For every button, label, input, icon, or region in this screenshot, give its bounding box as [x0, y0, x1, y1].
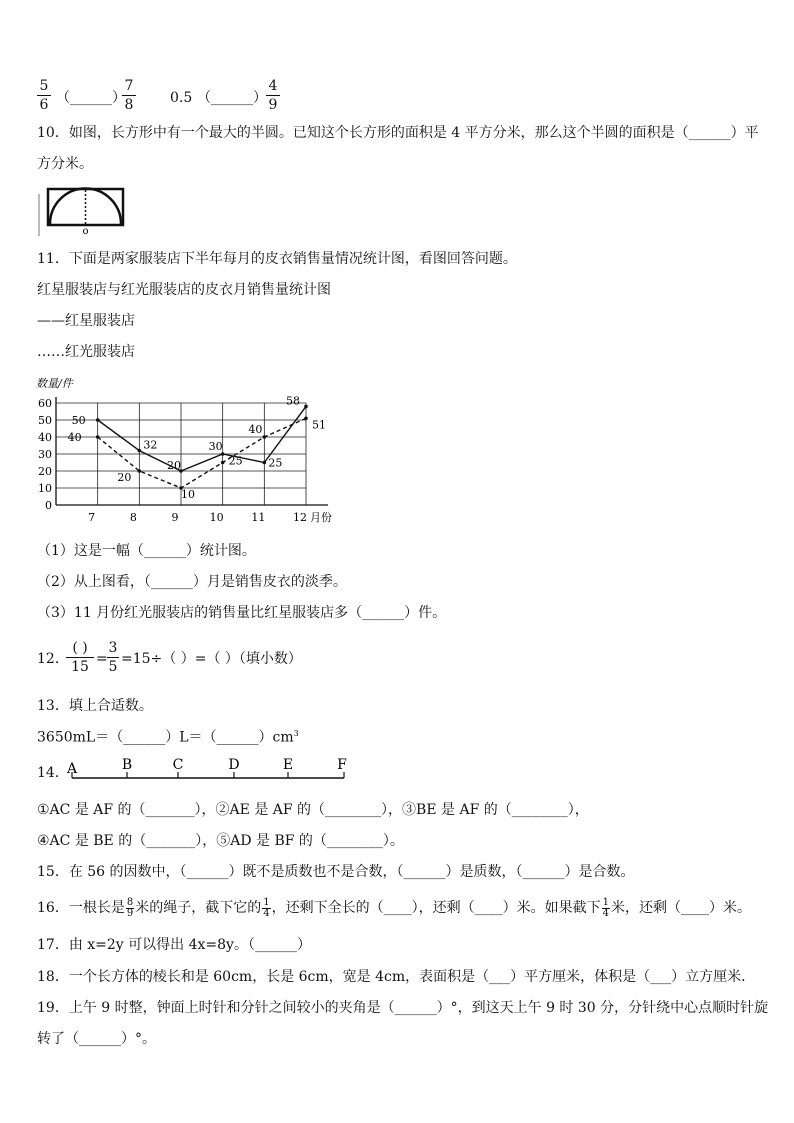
- data-label: 20: [117, 471, 132, 484]
- cube-superscript: 3: [293, 729, 299, 738]
- data-label: 40: [248, 423, 263, 436]
- fraction-numerator: 4: [268, 78, 278, 94]
- question-10-text: 10．如图，长方形中有一个最大的半圆。已知这个长方形的面积是 4 平方分米，那么这个半圆的面积是（______）平: [37, 125, 759, 141]
- question-17-text: 17．由 x=2y 可以得出 4x=8y。（______）: [37, 937, 311, 953]
- answer-blank[interactable]: （______）: [56, 90, 126, 106]
- question-19-text-cont: 转了（______）°。: [37, 1031, 156, 1047]
- legend-dashed: ……红光服装店: [37, 344, 135, 360]
- point-label-d: D: [228, 757, 240, 773]
- fraction-numerator: 3: [108, 640, 118, 656]
- question-11-sub2: （2）从上图看，（______）月是销售皮衣的淡季。: [37, 574, 347, 590]
- data-label: 10: [181, 488, 195, 501]
- equals-sign: =: [96, 651, 108, 667]
- question-14-line2: ④AC 是 BE 的（_______），⑤AD 是 BF 的（________）。: [37, 833, 404, 849]
- question-11-sub1: （1）这是一幅（______）统计图。: [37, 543, 256, 559]
- data-label: 51: [312, 418, 326, 432]
- fraction-numerator-blank[interactable]: ( ): [72, 640, 88, 656]
- fraction-denominator: 9: [126, 907, 134, 919]
- q16-part-c: ，还剩下全长的（____），还剩（____）米。如果截下: [271, 900, 601, 916]
- question-15-text: 15．在 56 的因数中，（______）既不是质数也不是合数，（______）是质数，（______）是合数。: [37, 864, 635, 880]
- fraction-numerator: 8: [126, 896, 134, 908]
- fraction-numerator: 1: [263, 896, 270, 908]
- point-label-e: E: [282, 757, 294, 773]
- fraction-5-6: [37, 78, 51, 113]
- fraction-8-9: [126, 898, 134, 919]
- fraction-3-5: [107, 640, 119, 675]
- fraction-bar: [266, 95, 280, 96]
- question-13-text: 13．填上合适数。: [37, 698, 153, 714]
- fraction-bar: [37, 95, 51, 96]
- question-14-line1: ①AC 是 AF 的（_______），②AE 是 AF 的（________），③BE 是 AF 的（________），: [37, 802, 589, 818]
- y-tick-label: 0: [45, 499, 52, 512]
- question-13-conversion: [37, 730, 299, 745]
- data-label: 25: [268, 456, 283, 470]
- question-11-text: 11．下面是两家服装店下半年每月的皮衣销售量情况统计图，看图回答问题。: [37, 251, 517, 267]
- fraction-denominator: 15: [71, 659, 89, 675]
- q16-part-b: 米的绳子，截下它的: [135, 900, 262, 916]
- fraction-blank-15: [66, 640, 94, 675]
- y-tick-label: 10: [38, 482, 52, 495]
- fraction-7-8: [122, 78, 136, 113]
- fraction-denominator: 5: [108, 659, 118, 675]
- point-label-b: B: [121, 757, 133, 773]
- question-18-text: 18．一个长方体的棱长和是 60cm，长是 6cm，宽是 4cm，表面积是（___）平方厘米，体积是（___）立方厘米．: [37, 969, 756, 985]
- legend-solid: ——红星服装店: [37, 313, 135, 329]
- data-point: [263, 461, 267, 465]
- y-tick-label: 30: [38, 448, 52, 461]
- fraction-1-4: [262, 898, 270, 919]
- fraction-denominator: 8: [124, 97, 134, 113]
- data-point: [304, 405, 308, 409]
- data-label: 32: [143, 438, 158, 452]
- point-label-c: C: [172, 757, 184, 773]
- data-label: 58: [286, 394, 300, 408]
- data-point: [138, 469, 142, 473]
- data-point: [304, 417, 308, 421]
- question-19-text: 19．上午 9 时整，钟面上时针和分针之间较小的夹角是（______）°，到这天上午 9 时 30 分，分针绕中心点顺时针旋: [37, 1000, 769, 1016]
- q16-part-a: 16．一根长是: [37, 900, 125, 916]
- fraction-bar: [66, 657, 94, 658]
- point-label-f: F: [337, 757, 347, 773]
- segment-figure: [62, 756, 362, 786]
- answer-blank[interactable]: （______）: [197, 90, 267, 106]
- question-11-sub3: （3）11 月份红光服装店的销售量比红星服装店多（______）件。: [37, 605, 447, 621]
- fraction-numerator: 1: [602, 896, 609, 908]
- question-10-text-cont: 方分米。: [37, 156, 93, 172]
- chart-heading: 红星服装店与红光服装店的皮衣月销售量统计图: [37, 282, 331, 298]
- data-point: [263, 435, 267, 439]
- data-label: 30: [208, 440, 223, 453]
- question-12-label: 12．: [37, 651, 69, 667]
- fraction-denominator: 9: [268, 97, 278, 113]
- x-tick-label: 9: [171, 511, 179, 524]
- fraction-numerator: 7: [124, 78, 134, 94]
- data-label: 40: [67, 431, 82, 444]
- question-16-text: [37, 897, 751, 919]
- point-label-a: A: [66, 761, 78, 777]
- data-label: 20: [167, 459, 181, 472]
- y-tick-label: 50: [38, 414, 52, 427]
- x-tick-label: 8: [129, 511, 137, 524]
- fraction-bar: [107, 657, 119, 658]
- x-tick-label: 10: [209, 511, 224, 524]
- y-tick-label: 60: [38, 397, 52, 410]
- question-14-label: 14．: [37, 765, 69, 781]
- rectangle-semicircle-figure: [36, 186, 126, 238]
- fraction-numerator: 5: [39, 78, 49, 94]
- fraction-denominator: 4: [602, 907, 609, 919]
- data-point: [221, 461, 225, 465]
- x-tick-label: 12: [293, 511, 307, 524]
- x-tick-label: 7: [88, 511, 96, 524]
- data-point: [96, 418, 100, 422]
- data-point: [138, 449, 142, 453]
- conversion-text: 3650mL＝（______）L＝（______）cm: [37, 729, 294, 746]
- data-point: [96, 435, 100, 439]
- data-label: 50: [71, 414, 86, 427]
- fraction-1-4: [602, 898, 610, 919]
- fraction-bar: [122, 95, 136, 96]
- fraction-4-9: [266, 78, 280, 113]
- y-tick-label: 20: [38, 465, 52, 478]
- figure-center-label: o: [82, 226, 89, 237]
- fraction-denominator: 6: [39, 97, 49, 113]
- x-axis-label: 月份: [310, 511, 332, 524]
- x-tick-label: 11: [251, 511, 266, 524]
- y-tick-label: 40: [38, 431, 52, 444]
- question-12-rest: =15÷（ ）=（ ）（填小数）: [121, 651, 302, 667]
- data-label: 25: [228, 454, 243, 468]
- y-axis-label: 数量/件: [36, 377, 73, 390]
- decimal-value: 0.5: [170, 90, 193, 106]
- fraction-denominator: 4: [263, 907, 270, 919]
- line-chart: [30, 372, 350, 532]
- q16-part-d: 米，还剩（____）米。: [610, 900, 751, 916]
